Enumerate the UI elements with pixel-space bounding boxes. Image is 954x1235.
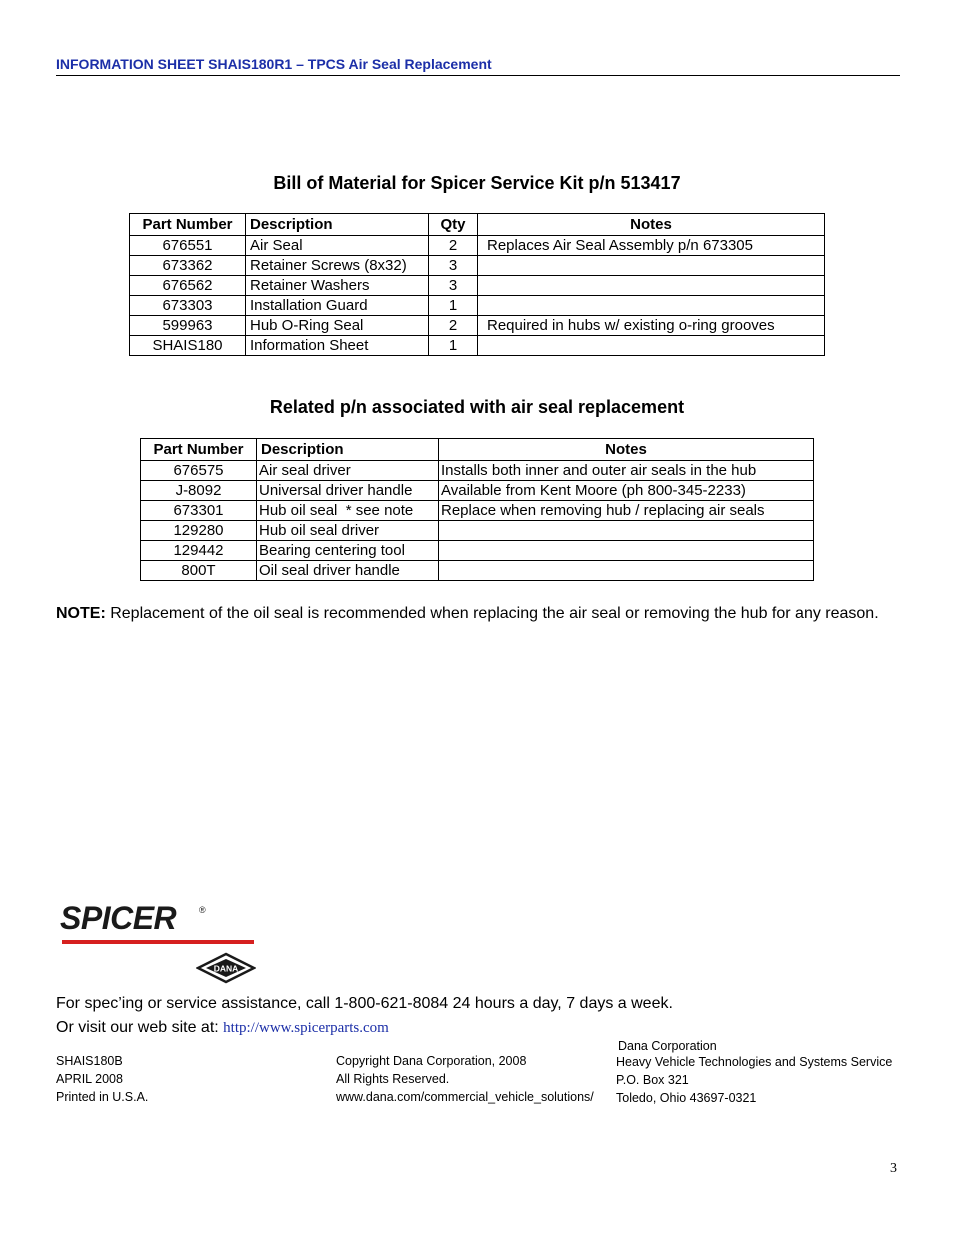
description: Oil seal driver handle <box>257 561 439 581</box>
bom-col-desc: Description <box>246 214 429 236</box>
note-text: Replacement of the oil seal is recommended when replacing the air seal or removing the hub for any reason. <box>105 605 879 622</box>
document-header: INFORMATION SHEET SHAIS180R1 – TPCS Air Seal Replacement <box>56 56 492 72</box>
footer-left <box>56 1052 148 1106</box>
table-row <box>141 501 814 521</box>
notes <box>478 296 825 316</box>
notes <box>439 561 814 581</box>
registered-mark: ® <box>199 905 206 915</box>
table-row <box>130 336 825 356</box>
notes: Required in hubs w/ existing o-ring grooves <box>478 316 825 336</box>
quantity: 1 <box>429 296 478 316</box>
header-rule <box>56 75 900 76</box>
spicer-red-bar <box>62 940 254 944</box>
contact-phone-line: For spec’ing or service assistance, call 1-800-621-8084 24 hours a day, 7 days a week. <box>56 995 673 1012</box>
bom-col-part: Part Number <box>130 214 246 236</box>
part-number: 673301 <box>141 501 257 521</box>
table-row <box>130 236 825 256</box>
notes <box>478 276 825 296</box>
copyright: Copyright Dana Corporation, 2008 <box>336 1054 527 1068</box>
table-row <box>130 316 825 336</box>
table-row <box>141 481 814 501</box>
notes: Replace when removing hub / replacing air seals <box>439 501 814 521</box>
related-col-notes: Notes <box>439 439 814 461</box>
table-row <box>141 461 814 481</box>
part-number: J-8092 <box>141 481 257 501</box>
company-po-box: P.O. Box 321 <box>616 1073 689 1087</box>
footer-middle <box>336 1052 594 1106</box>
company-name: Dana Corporation <box>618 1039 717 1053</box>
dana-website: www.dana.com/commercial_vehicle_solutions/ <box>336 1090 594 1104</box>
notes: Replaces Air Seal Assembly p/n 673305 <box>478 236 825 256</box>
bom-header-row <box>130 214 825 236</box>
company-division: Heavy Vehicle Technologies and Systems Service <box>616 1055 893 1069</box>
table-row <box>141 541 814 561</box>
spicer-logo <box>60 900 260 985</box>
part-number: 129442 <box>141 541 257 561</box>
notes <box>439 521 814 541</box>
description: Retainer Washers <box>246 276 429 296</box>
notes: Installs both inner and outer air seals in the hub <box>439 461 814 481</box>
oil-seal-note <box>56 603 896 624</box>
description: Hub O-Ring Seal <box>246 316 429 336</box>
contact-web-prefix: Or visit our web site at: <box>56 1019 224 1036</box>
part-number: 800T <box>141 561 257 581</box>
note-label: NOTE: <box>56 605 106 622</box>
notes <box>439 541 814 561</box>
part-number: 676551 <box>130 236 246 256</box>
table-row <box>141 521 814 541</box>
part-number: 673303 <box>130 296 246 316</box>
bom-col-qty: Qty <box>429 214 478 236</box>
description: Installation Guard <box>246 296 429 316</box>
description: Air seal driver <box>257 461 439 481</box>
dana-diamond-icon <box>196 952 256 984</box>
bom-col-notes: Notes <box>478 214 825 236</box>
bom-table <box>129 213 825 356</box>
quantity: 3 <box>429 256 478 276</box>
part-number: SHAIS180 <box>130 336 246 356</box>
description: Air Seal <box>246 236 429 256</box>
spicer-wordmark: SPICER <box>60 900 177 936</box>
dana-wordmark: DANA <box>213 963 239 974</box>
part-number: 673362 <box>130 256 246 276</box>
description: Hub oil seal driver <box>257 521 439 541</box>
company-city: Toledo, Ohio 43697-0321 <box>616 1091 757 1105</box>
part-number: 599963 <box>130 316 246 336</box>
table-row <box>130 256 825 276</box>
footer-right <box>616 1038 892 1106</box>
part-number: 676562 <box>130 276 246 296</box>
quantity: 1 <box>429 336 478 356</box>
quantity: 3 <box>429 276 478 296</box>
description: Hub oil seal * see note <box>257 501 439 521</box>
related-header-row <box>141 439 814 461</box>
rights-reserved: All Rights Reserved. <box>336 1072 450 1086</box>
related-col-desc: Description <box>257 439 439 461</box>
bom-title: Bill of Material for Spicer Service Kit p/n 513417 <box>273 173 681 193</box>
table-row <box>130 296 825 316</box>
part-number: 676575 <box>141 461 257 481</box>
spicerparts-link[interactable]: http://www.spicerparts.com <box>223 1020 389 1036</box>
description: Retainer Screws (8x32) <box>246 256 429 276</box>
part-number: 129280 <box>141 521 257 541</box>
notes <box>478 256 825 276</box>
page-number: 3 <box>890 1161 897 1176</box>
doc-date: APRIL 2008 <box>56 1072 123 1086</box>
table-row <box>141 561 814 581</box>
related-table <box>140 438 814 581</box>
print-location: Printed in U.S.A. <box>56 1090 149 1104</box>
table-row <box>130 276 825 296</box>
notes: Available from Kent Moore (ph 800-345-2233) <box>439 481 814 501</box>
related-col-part: Part Number <box>141 439 257 461</box>
notes <box>478 336 825 356</box>
related-title: Related p/n associated with air seal replacement <box>269 397 685 417</box>
description: Information Sheet <box>246 336 429 356</box>
description: Bearing centering tool <box>257 541 439 561</box>
contact-web-line <box>56 1019 389 1037</box>
description: Universal driver handle <box>257 481 439 501</box>
quantity: 2 <box>429 316 478 336</box>
quantity: 2 <box>429 236 478 256</box>
doc-number: SHAIS180B <box>56 1054 123 1068</box>
